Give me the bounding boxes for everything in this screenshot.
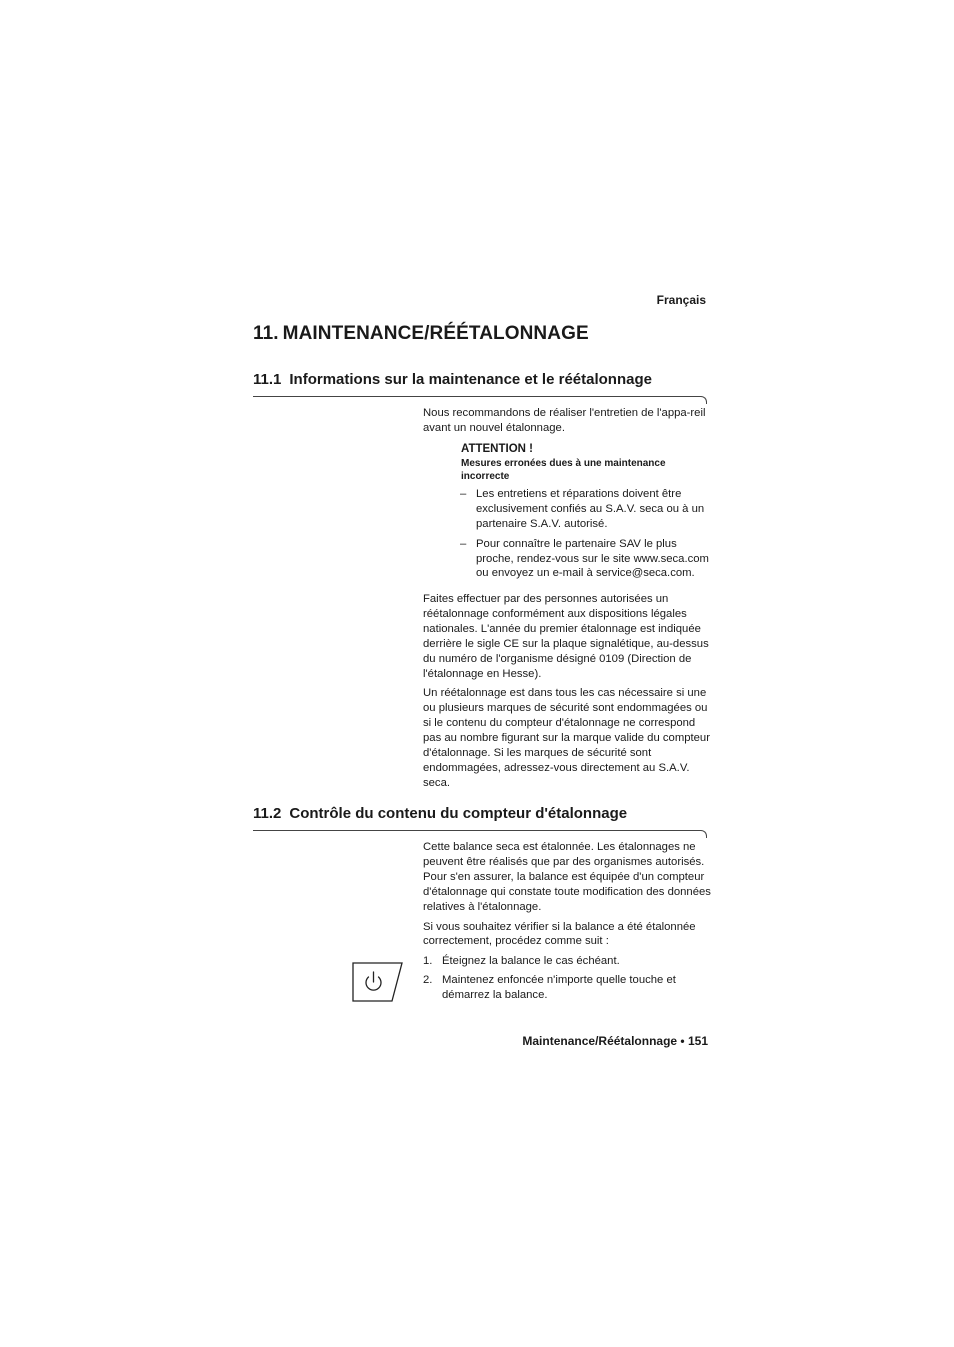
- section-2-body: [423, 840, 713, 1007]
- language-label: Français: [656, 293, 706, 307]
- paragraph-procedure: Si vous souhaitez vérifier si la balance a été étalonnée correctement, procédez comme suit :: [423, 920, 696, 948]
- section-2-number: 11.2: [253, 805, 282, 822]
- paragraph-calibrated: Cette balance seca est étalonnée. Les étalonnages ne peuvent être réalisés que par des organismes autorisés. Pour s'en assurer, la balance est équipée d'un compteur d'étalonnage qui constate toute modification des données relatives à l'étalonnage.: [423, 841, 711, 913]
- section-2-rule-hook: [700, 830, 707, 838]
- attention-item: – Pour connaître le partenaire SAV le plus proche, rendez-vous sur le site www.seca.com ou envoyez un e-mail à service@seca.com.: [460, 537, 709, 580]
- page-footer: Maintenance/Réétalonnage • 151: [522, 1034, 708, 1048]
- section-2-title: [253, 805, 627, 822]
- attention-block: [461, 442, 711, 586]
- attention-item: – Les entretiens et réparations doivent être exclusivement confiés au S.A.V. seca ou à un partenaire S.A.V. autorisé.: [460, 487, 705, 530]
- chapter-heading: MAINTENANCE/RÉÉTALONNAGE: [282, 323, 589, 344]
- section-1-rule: [253, 396, 701, 397]
- chapter-title: [253, 323, 589, 345]
- section-1-rule-hook: [700, 396, 707, 404]
- attention-subtitle: Mesures erronées dues à une maintenance incorrecte: [461, 457, 666, 483]
- section-1-number: 11.1: [253, 371, 282, 388]
- section-2-heading: Contrôle du contenu du compteur d'étalonnage: [289, 805, 628, 822]
- section-1-title: [253, 371, 652, 388]
- power-key-icon: [352, 962, 404, 1002]
- intro-paragraph: Nous recommandons de réaliser l'entretien de l'appa-reil avant un nouvel étalonnage.: [423, 407, 706, 434]
- section-1-heading: Informations sur la maintenance et le réétalonnage: [289, 371, 652, 388]
- chapter-number: 11.: [253, 323, 279, 344]
- attention-label: ATTENTION !: [461, 443, 533, 455]
- dash-bullet-icon: –: [460, 487, 467, 500]
- section-1-intro: [423, 406, 713, 441]
- paragraph-reetalonnage: Faites effectuer par des personnes autorisées un réétalonnage conformément aux dispositions légales nationales. L'année du premier étalonnage est indiquée derrière le sigle CE sur la plaque signalétique, au-dessus du numéro de l'organisme désigné 0109 (Direction de l'étalonnage en Hesse).: [423, 593, 709, 680]
- step-item: 1. Éteignez la balance le cas échéant.: [423, 955, 620, 968]
- section-1-body: [423, 592, 713, 796]
- paragraph-security-marks: Un réétalonnage est dans tous les cas nécessaire si une ou plusieurs marques de sécurité sont endommagées ou si le contenu du compteur d'étalonnage ne correspond pas au nombre figurant sur la marque valide du compteur d'étalonnage. Si les marques de sécurité sont endommagées, adressez-vous directement au S.A.V. seca.: [423, 687, 710, 789]
- section-2-rule: [253, 830, 701, 831]
- step-item: 2. Maintenez enfoncée n'importe quelle touche et démarrez la balance.: [423, 974, 676, 1002]
- dash-bullet-icon: –: [460, 537, 467, 550]
